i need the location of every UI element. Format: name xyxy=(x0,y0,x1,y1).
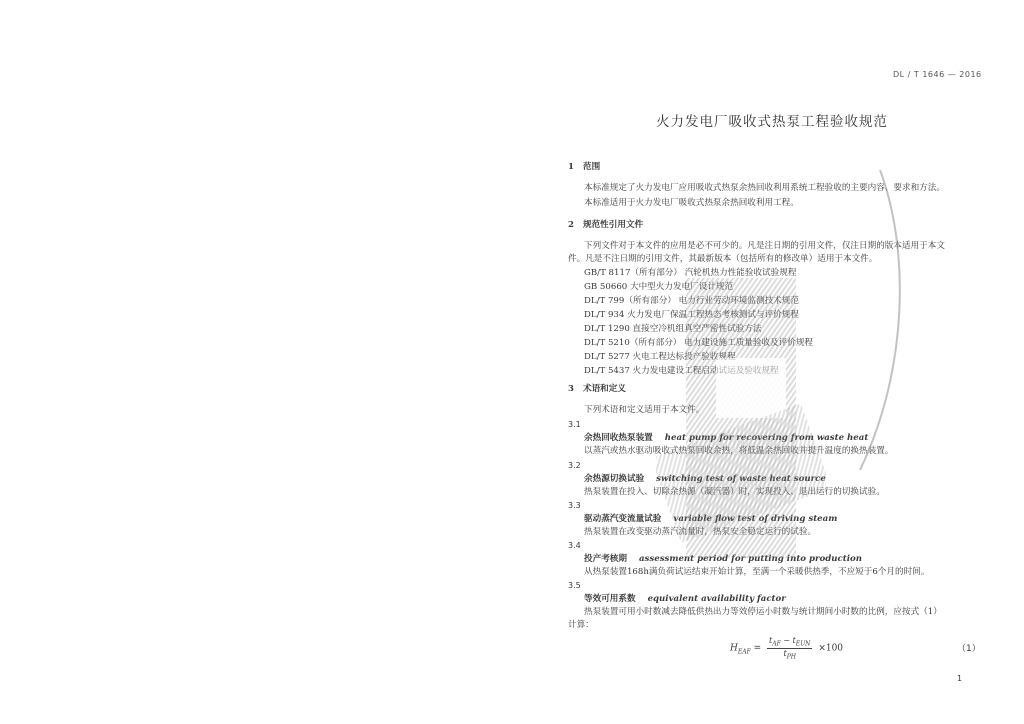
equation-fraction: $\frac{t_{AF} - t_{EUN}}{t_{PH}}$ xyxy=(769,636,811,661)
term-number: 3.3 xyxy=(568,501,581,510)
reference-item: DL/T 799（所有部分） 电力行业劳动环境监测技术规范 xyxy=(584,296,799,306)
reference-item: GB/T 8117（所有部分） 汽轮机热力性能验收试验规程 xyxy=(584,268,797,278)
section-1-para-2: 本标准适用于火力发电厂吸收式热泵余热回收利用工程。 xyxy=(584,198,799,208)
term-title: 余热回收热泵装置 heat pump for recovering from waste heat xyxy=(584,433,869,443)
section-3-heading: 3 术语和定义 xyxy=(568,384,626,394)
reference-item: DL/T 5277 火电工程达标投产验收规程 xyxy=(584,352,736,362)
section-2-para-line-1: 下列文件对于本文件的应用是必不可少的。凡是注日期的引用文件，仅注日期的版本适用于本文 xyxy=(584,241,945,251)
equation-number: （1） xyxy=(957,644,981,654)
section-2-heading: 2 规范性引用文件 xyxy=(568,220,644,230)
term-definition: 从热泵装置168h满负荷试运结束开始计算，至满一个采暖供热季，不应短于6个月的时间。 xyxy=(584,567,930,577)
standard-number: DL / T 1646 — 2016 xyxy=(893,70,982,79)
reference-item: DL/T 934 火力发电厂保温工程热态考核测试与评价规程 xyxy=(584,310,799,320)
equation: $H_{EAF}$ = $\frac{t_{AF} - t_{EUN}}{t_{PH}}$ ×100 xyxy=(730,636,844,661)
page-number: 1 xyxy=(957,674,963,683)
section-1-para-1: 本标准规定了火力发电厂应用吸收式热泵余热回收利用系统工程验收的主要内容、要求和方法。 xyxy=(584,183,945,193)
term-title: 余热源切换试验 switching test of waste heat source xyxy=(584,474,826,484)
term-number: 3.5 xyxy=(568,581,581,590)
term-definition: 热泵装置在改变驱动蒸汽流量时，热泵安全稳定运行的试验。 xyxy=(584,527,817,537)
term-title: 驱动蒸汽变流量试验 variable flow test of driving steam xyxy=(584,514,838,524)
term-number: 3.1 xyxy=(568,420,581,429)
page-title: 火力发电厂吸收式热泵工程验收规范 xyxy=(656,114,888,130)
term-definition-cont: 计算： xyxy=(568,620,594,630)
section-3-intro: 下列术语和定义适用于本文件。 xyxy=(584,405,705,415)
reference-item: DL/T 5210（所有部分） 电力建设施工质量验收及评价规程 xyxy=(584,338,814,348)
term-definition: 以蒸汽或热水驱动吸收式热泵回收余热，将低温余热回收并提升温度的换热装置。 xyxy=(584,446,894,456)
term-title: 投产考核期 assessment period for putting into production xyxy=(584,554,862,564)
reference-item: DL/T 1290 直接空冷机组真空严密性试验方法 xyxy=(584,324,762,334)
term-definition: 热泵装置可用小时数减去降低供热出力等效停运小时数与统计期间小时数的比例，应按式（1） xyxy=(584,607,942,617)
term-title: 等效可用系数 equivalent availability factor xyxy=(584,594,786,604)
reference-item: GB 50660 大中型火力发电厂设计规范 xyxy=(584,282,734,292)
reference-item: DL/T 5437 火力发电建设工程启动试运及验收规程 xyxy=(584,366,779,376)
term-definition: 热泵装置在投入、切除余热源（凝汽器）时，实现投入、退出运行的切换试验。 xyxy=(584,487,885,497)
term-number: 3.4 xyxy=(568,541,581,550)
scan-edge-shadow xyxy=(820,170,910,470)
section-1-heading: 1 范围 xyxy=(568,162,601,172)
term-number: 3.2 xyxy=(568,461,581,470)
section-2-para-line-2: 件。凡是不注日期的引用文件，其最新版本（包括所有的修改单）适用于本文件。 xyxy=(568,254,878,264)
